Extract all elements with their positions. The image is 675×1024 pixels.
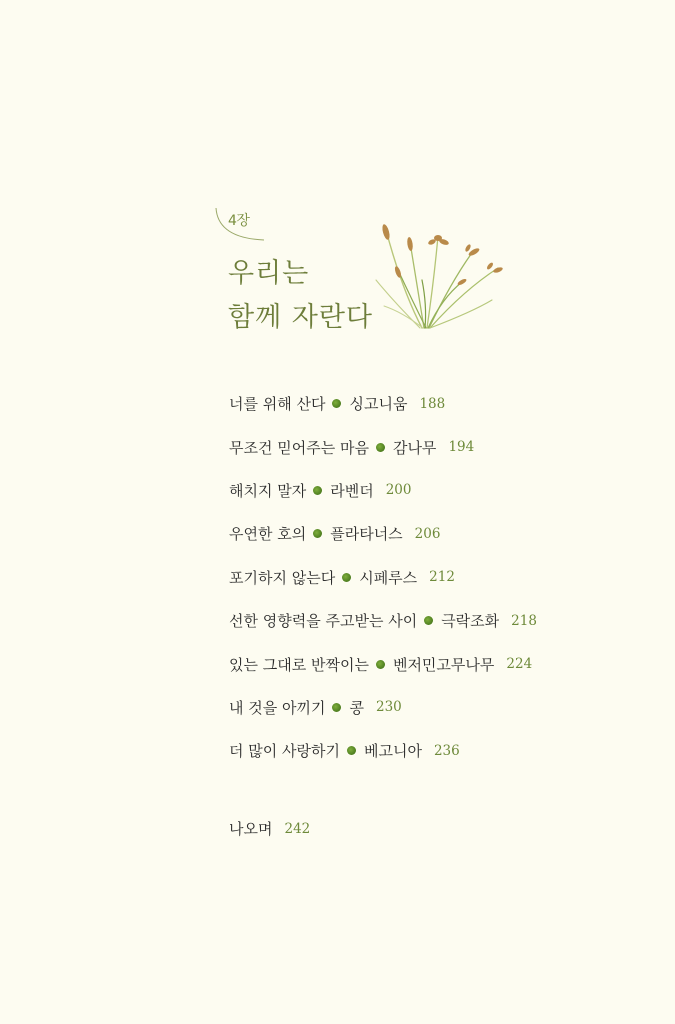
toc-entry[interactable] <box>229 469 649 512</box>
entry-title: 무조건 믿어주는 마음 <box>229 438 369 457</box>
entry-plant: 싱고니움 <box>349 395 408 414</box>
entry-plant: 라벤더 <box>330 481 374 500</box>
entry-plant: 플라타너스 <box>330 525 403 544</box>
entry-title: 더 많이 사랑하기 <box>229 742 340 761</box>
entry-page-number: 188 <box>419 395 446 412</box>
entry-title: 있는 그대로 반짝이는 <box>229 655 369 674</box>
toc-entry[interactable] <box>229 512 649 555</box>
toc-entry[interactable] <box>229 642 649 685</box>
afterword-title: 나오며 <box>229 820 273 838</box>
entry-page-number: 230 <box>375 699 402 716</box>
entry-page-number: 206 <box>414 525 441 542</box>
green-dot-icon <box>313 486 322 495</box>
toc-entry[interactable] <box>229 729 649 772</box>
toc-entry[interactable] <box>229 425 649 468</box>
entry-title: 우연한 호의 <box>229 525 307 544</box>
toc-entry[interactable] <box>229 599 649 642</box>
entry-plant: 콩 <box>349 698 364 717</box>
entry-page-number: 212 <box>429 569 455 586</box>
green-dot-icon <box>313 529 322 538</box>
chapter-title <box>228 252 373 340</box>
entry-page-number: 218 <box>511 612 537 629</box>
entry-title: 해치지 말자 <box>229 481 307 500</box>
entry-plant: 베고니아 <box>363 742 422 761</box>
entry-page-number: 200 <box>385 482 412 499</box>
table-of-contents <box>229 382 649 773</box>
green-dot-icon <box>347 746 356 755</box>
toc-entry[interactable] <box>229 686 649 729</box>
green-dot-icon <box>376 660 385 669</box>
entry-plant: 극락조화 <box>441 612 500 631</box>
chapter-title-line1: 우리는 <box>228 258 310 289</box>
entry-title: 포기하지 않는다 <box>229 568 336 587</box>
afterword-page-number: 242 <box>284 820 311 837</box>
green-dot-icon <box>332 703 341 712</box>
chapter-label: 4장 <box>228 213 250 229</box>
entry-page-number: 194 <box>448 439 475 456</box>
entry-page-number: 224 <box>506 656 533 673</box>
entry-page-number: 236 <box>433 742 460 759</box>
toc-entry-afterword[interactable] <box>229 807 310 850</box>
green-dot-icon <box>376 443 385 452</box>
entry-title: 선한 영향력을 주고받는 사이 <box>229 612 418 631</box>
entry-title: 내 것을 아끼기 <box>229 698 326 717</box>
toc-entry[interactable] <box>229 556 649 599</box>
chapter-title-line2: 함께 자란다 <box>228 302 373 333</box>
chapter-mark <box>212 200 268 244</box>
entry-plant: 감나무 <box>392 438 437 457</box>
entry-title: 너를 위해 산다 <box>229 395 326 414</box>
toc-entry[interactable] <box>229 382 649 425</box>
green-dot-icon <box>342 573 351 582</box>
grass-illustration-icon <box>372 220 507 332</box>
entry-plant: 시페루스 <box>359 568 418 587</box>
green-dot-icon <box>424 616 433 625</box>
entry-plant: 벤저민고무나무 <box>392 655 495 674</box>
green-dot-icon <box>332 399 341 408</box>
